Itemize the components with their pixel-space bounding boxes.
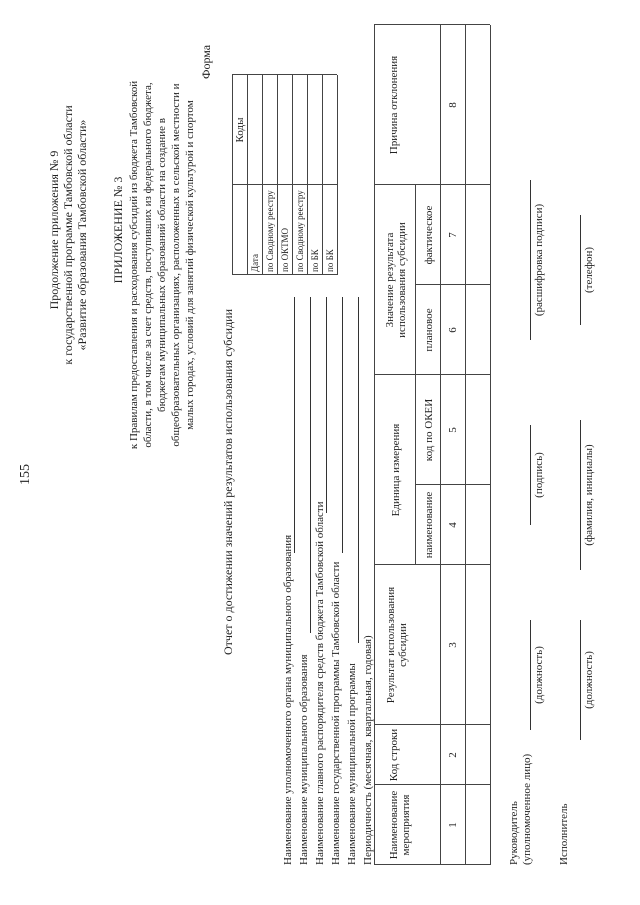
head-decode-line[interactable] (530, 180, 531, 340)
head-signature-caption: (подпись) (533, 452, 545, 498)
col-number-1: 1 (447, 822, 459, 828)
appendix-line-5: малых городах, условий для занятий физической культурой и спортом (184, 100, 196, 430)
field-municipality-line[interactable] (310, 297, 311, 633)
codes-row-reestr-1: по Сводному реестру (265, 190, 275, 272)
exec-phone-line[interactable] (580, 215, 581, 325)
col-reason: Причина отклонения (388, 55, 400, 155)
col-value-group: Значение результата использования субсидии (384, 222, 408, 338)
col-number-4: 4 (447, 522, 459, 528)
head-label: Руководитель (508, 801, 520, 865)
field-state-program: Наименование государственной программы Тамбовской области (330, 561, 342, 865)
codes-row-oktmo: по ОКТМО (280, 228, 290, 272)
field-distributor: Наименование главного распорядителя средств бюджета Тамбовской области (314, 501, 326, 865)
appendix-line-3: бюджетам муниципальных образований области на создание в (156, 118, 168, 412)
codes-row-bk-2: по БК (325, 249, 335, 272)
head-decode-caption: (расшифровка подписи) (533, 203, 545, 317)
exec-position-line[interactable] (580, 620, 581, 740)
appendix-line-1: к Правилам предоставления и расходования субсидий из бюджета Тамбовской (128, 80, 140, 450)
col-number-3: 3 (447, 642, 459, 648)
report-title: Отчет о достижении значений результатов использования субсидии (221, 308, 235, 655)
col-unit-code: код по ОКЕИ (423, 398, 435, 462)
exec-name-line[interactable] (580, 420, 581, 570)
appendix-line-4: общеобразовательных организациях, расположенных в сельской местности и (170, 83, 182, 447)
appendix-line-2: области, в том числе за счет средств, поступивших из федерального бюджета, (142, 82, 154, 448)
col-unit-group: Единица измерения (390, 423, 402, 517)
col-unit-name: наименование (423, 491, 435, 559)
continuation-line-2: к государственной программе Тамбовской области (61, 105, 75, 365)
col-value-fact: фактическое (423, 205, 435, 265)
codes-row-bk-1: по БК (310, 249, 320, 272)
codes-row-date: Дата (250, 254, 260, 272)
head-label-2: (уполномоченное лицо) (521, 753, 533, 865)
head-signature-line[interactable] (530, 425, 531, 525)
continuation-line-1: Продолжение приложения № 9 (47, 150, 61, 310)
head-position-caption: (должность) (533, 646, 545, 704)
col-result: Результат использования субсидии (385, 586, 409, 704)
col-number-7: 7 (447, 232, 459, 238)
field-periodicity: Периодичность (месячная, квартальная, годовая) (362, 635, 374, 865)
codes-header: Коды (234, 117, 246, 143)
field-distributor-line[interactable] (326, 297, 327, 513)
col-value-plan: плановое (423, 308, 435, 352)
field-municipality: Наименование муниципального образования (298, 654, 310, 865)
head-position-line[interactable] (530, 620, 531, 730)
col-number-5: 5 (447, 427, 459, 433)
codes-row-reestr-2: по Сводному реестру (295, 190, 305, 272)
col-number-2: 2 (447, 752, 459, 758)
col-number-6: 6 (447, 327, 459, 333)
field-authority: Наименование уполномоченного органа муниципального образования (282, 534, 294, 865)
exec-position-caption: (должность) (583, 651, 595, 709)
page-number: 155 (18, 464, 33, 485)
field-authority-line[interactable] (294, 297, 295, 553)
col-row-code: Код строки (388, 728, 400, 782)
form-label: Форма (199, 44, 213, 79)
appendix-title: ПРИЛОЖЕНИЕ № 3 (111, 176, 125, 284)
col-number-8: 8 (447, 102, 459, 108)
field-municipal-program: Наименование муниципальной программы (346, 663, 358, 865)
exec-label: Исполнитель (558, 803, 570, 865)
continuation-line-3: «Развитие образования Тамбовской области» (75, 119, 89, 351)
exec-phone-caption: (телефон) (583, 246, 595, 294)
field-municipal-program-line[interactable] (358, 297, 359, 643)
field-state-program-line[interactable] (342, 297, 343, 553)
col-measure-name: Наименование мероприятия (388, 790, 412, 860)
exec-name-caption: (фамилия, инициалы) (583, 444, 595, 546)
